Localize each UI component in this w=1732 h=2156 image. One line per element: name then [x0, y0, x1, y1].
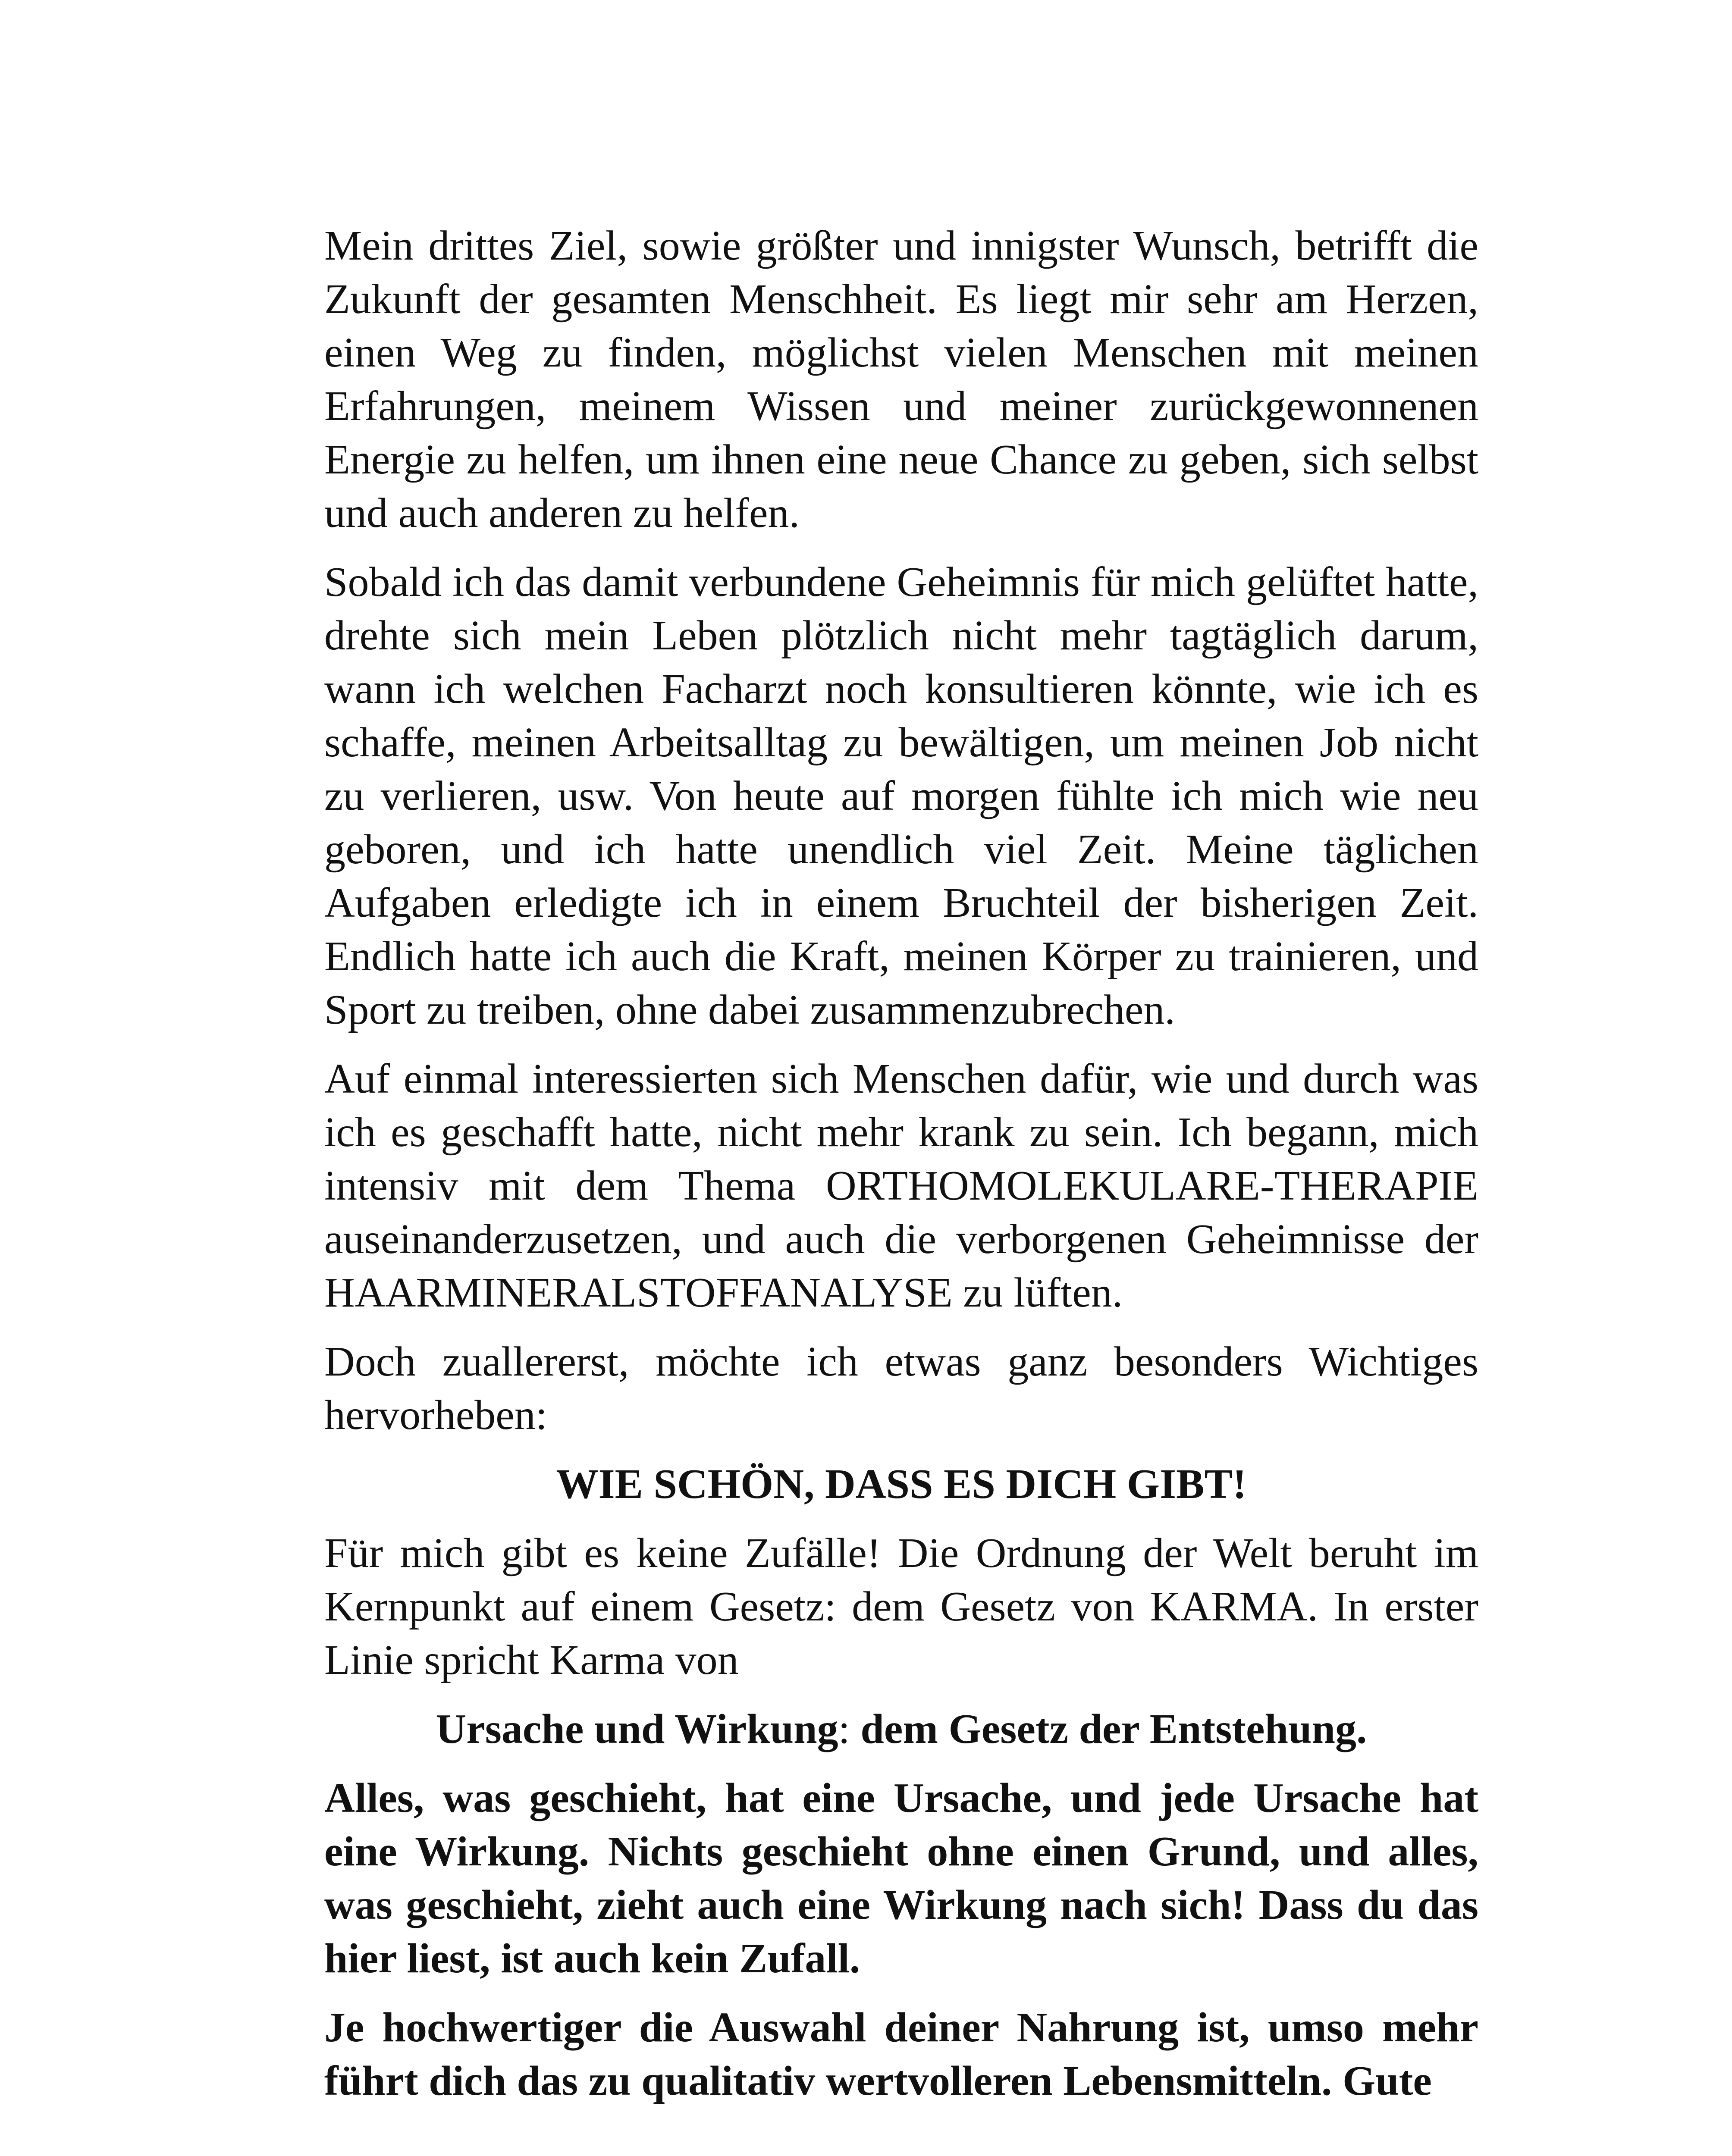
cause-effect-definition: dem Gesetz der Entstehung. — [860, 1706, 1367, 1752]
cause-effect-separator: : — [838, 1706, 861, 1752]
paragraph-therapy: Auf einmal interessierten sich Menschen dafür, wie und durch was ich es geschafft hatte, nicht mehr krank zu sein. Ich begann, mich intensiv mit dem Thema ORTHOMOLEKULARE-THERAPIE auseinanderzusetzen, und auch die verborgenen Geheimnisse der HAARMINERALSTOFFANALYSE zu lüften. — [324, 1056, 1478, 1316]
paragraph-secret: Sobald ich das damit verbundene Geheimnis für mich gelüftet hatte, drehte sich mein Leben plötzlich nicht mehr tagtäglich darum, wann ich welchen Facharzt noch konsultieren könnte, wie ich es schaffe, meinen Arbeitsalltag zu bewältigen, um meinen Job nicht zu verlieren, usw. Von heute auf morgen fühlte ich mich wie neu geboren, und ich hatte unendlich viel Zeit. Meine täglichen Aufgaben erledigte ich in einem Bruchteil der bisherigen Zeit. Endlich hatte ich auch die Kraft, meinen Körper zu trainieren, und Sport zu treiben, ohne dabei zusammenzubrechen. — [324, 559, 1478, 1033]
paragraph-goal: Mein drittes Ziel, sowie größter und innigster Wunsch, betrifft die Zukunft der gesamten Menschheit. Es liegt mir sehr am Herzen, einen Weg zu finden, möglichst vielen Menschen mit meinen Erfahrungen, meinem Wissen und meiner zurückgewonnenen Energie zu helfen, um ihnen eine neue Chance zu geben, sich selbst und auch anderen zu helfen. — [324, 222, 1478, 536]
paragraph-highlight-intro: Doch zuallererst, möchte ich etwas ganz besonders Wichtiges hervorheben: — [324, 1338, 1478, 1438]
centered-heading: WIE SCHÖN, DASS ES DICH GIBT! — [556, 1461, 1247, 1507]
cause-effect-line — [324, 1702, 1478, 1756]
cause-effect-term: Ursache und Wirkung — [436, 1706, 838, 1752]
bold-paragraph-causality: Alles, was geschieht, hat eine Ursache, und jede Ursache hat eine Wirkung. Nichts geschieht ohne einen Grund, und alles, was geschieht, zieht auch eine Wirkung nach sich! Dass du das hier liest, ist auch kein Zufall. — [324, 1775, 1478, 1982]
bold-paragraph-nutrition: Je hochwertiger die Auswahl deiner Nahrung ist, umso mehr führt dich das zu qualitativ wertvolleren Lebensmitteln. Gute — [324, 2004, 1478, 2104]
paragraph-karma: Für mich gibt es keine Zufälle! Die Ordnung der Welt beruht im Kernpunkt auf einem Gesetz: dem Gesetz von KARMA. In erster Linie spricht Karma von — [324, 1530, 1478, 1683]
body-text — [324, 219, 1478, 2123]
